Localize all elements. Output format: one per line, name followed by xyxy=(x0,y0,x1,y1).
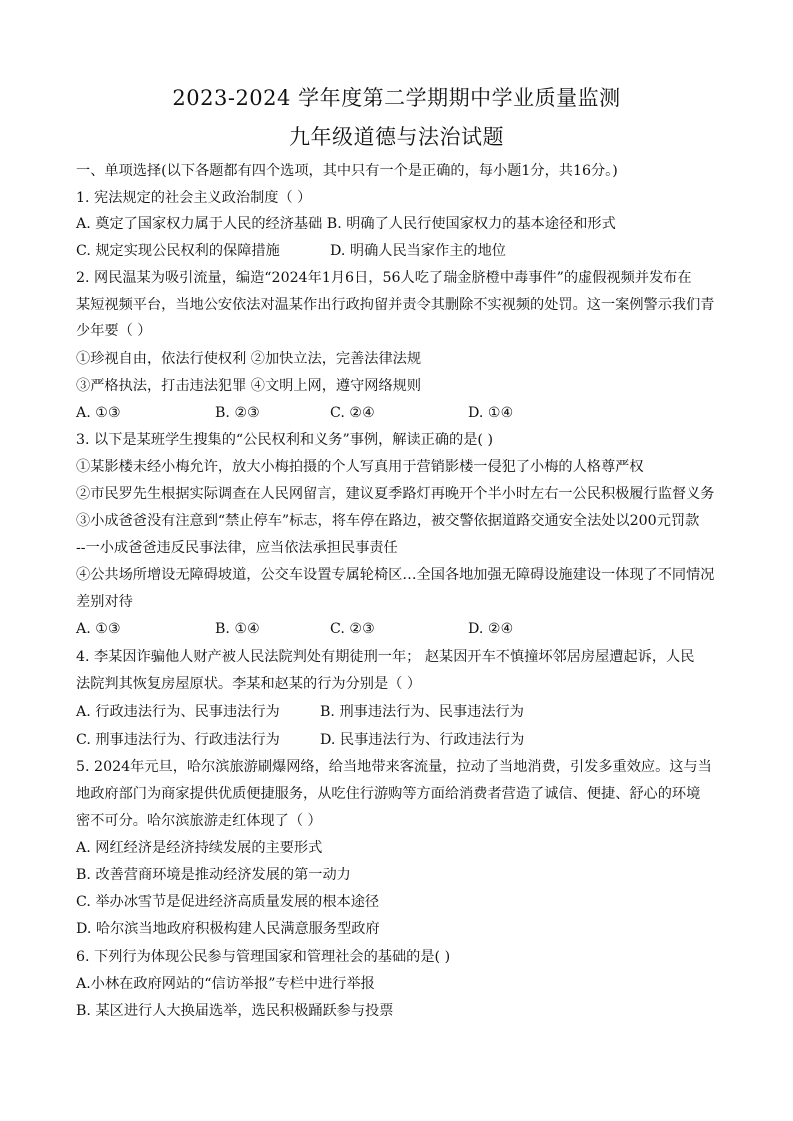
q1-options-ab: A. 奠定了国家权力属于人民的经济基础 B. 明确了人民行使国家权力的基本途径和形式 xyxy=(76,216,616,232)
q3-option-d: D. ②④ xyxy=(468,621,514,637)
q4-option-b: B. 刑事违法行为、民事违法行为 xyxy=(320,704,524,720)
q3-line: ②市民罗先生根据实际调查在人民网留言，建议夏季路灯再晚开个半小时左右一公民积极履行监督义务 xyxy=(76,486,715,502)
q6-option-a: A.小林在政府网站的“信访举报”专栏中进行举报 xyxy=(76,976,375,992)
q3-line: 3. 以下是某班学生搜集的“公民权利和义务”事例，解读正确的是( ) xyxy=(76,432,494,448)
q6-stem: 6. 下列行为体现公民参与管理国家和管理社会的基础的是( ) xyxy=(76,949,451,965)
q2-stem-line: 2. 网民温某为吸引流量，编造“2024年1月6日，56人吃了瑞金脐橙中毒事件”的虚假视频并发布在 xyxy=(76,270,692,286)
q4-stem-line: 法院判其恢复房屋原状。李某和赵某的行为分别是（ ） xyxy=(76,676,422,692)
q4-option-a: A. 行政违法行为、民事违法行为 xyxy=(76,704,280,720)
q5-option-d: D. 哈尔滨当地政府积极构建人民满意服务型政府 xyxy=(76,921,380,937)
exam-subtitle: 九年级道德与法治试题 xyxy=(289,125,504,149)
q6-option-b: B. 某区进行人大换届选举，选民积极踊跃参与投票 xyxy=(76,1003,394,1019)
q1-stem: 1. 宪法规定的社会主义政治制度（ ） xyxy=(76,190,312,206)
q3-option-c: C. ②③ xyxy=(330,621,375,637)
q5-stem-line: 地政府部门为商家提供优质便捷服务，从吃住行游购等方面给消费者营造了诚信、便捷、舒心的环境 xyxy=(76,786,701,802)
q4-option-c: C. 刑事违法行为、行政违法行为 xyxy=(76,732,280,748)
q5-stem-line: 密不可分。哈尔滨旅游走红体现了（ ） xyxy=(76,813,322,829)
q2-option-c: C. ②④ xyxy=(330,405,375,421)
q2-stem-line: 少年要（ ） xyxy=(76,323,152,339)
q5-option-b: B. 改善营商环境是推动经济发展的第一动力 xyxy=(76,867,351,883)
q2-items-line: ③严格执法，打击违法犯罪 ④文明上网，遵守网络规则 xyxy=(76,378,422,394)
q3-option-a: A. ①③ xyxy=(76,621,121,637)
q5-option-a: A. 网红经济是经济持续发展的主要形式 xyxy=(76,840,323,856)
q2-stem-line: 某短视频平台，当地公安依法对温某作出行政拘留并责令其删除不实视频的处罚。这一案例警示我们青 xyxy=(76,297,715,313)
q3-option-b: B. ①④ xyxy=(215,621,260,637)
q3-line: ④公共场所增设无障碍坡道，公交车设置专属轮椅区…全国各地加强无障碍设施建设一体现了不同情况 xyxy=(76,567,715,583)
q3-line: ③小成爸爸没有注意到“禁止停车”标志，将车停在路边，被交警依据道路交通安全法处以200元罚款 xyxy=(76,513,700,529)
q2-option-d: D. ①④ xyxy=(468,405,514,421)
exam-title: 2023-2024 学年度第二学期期中学业质量监测 xyxy=(172,86,621,110)
q5-option-c: C. 举办冰雪节是促进经济高质量发展的根本途径 xyxy=(76,894,380,910)
q3-line: ①某影楼未经小梅允许，放大小梅拍摄的个人写真用于营销影楼一侵犯了小梅的人格尊严权 xyxy=(76,459,644,475)
q3-line: --一小成爸爸违反民事法律，应当依法承担民事责任 xyxy=(76,540,398,556)
q3-line: 差别对待 xyxy=(76,594,133,610)
q2-items-line: ①珍视自由，依法行使权利 ②加快立法，完善法律法规 xyxy=(76,351,422,367)
q4-option-d: D. 民事违法行为、行政违法行为 xyxy=(320,732,525,748)
q4-stem-line: 4. 李某因诈骗他人财产被人民法院判处有期徒刑一年； 赵某因开车不慎撞坏邻居房屋遭起诉，人民 xyxy=(76,649,695,665)
section-heading: 一、单项选择(以下各题都有四个选项，其中只有一个是正确的，每小题1分，共16分。) xyxy=(76,163,618,179)
q1-option-c: C. 规定实现公民权利的保障措施 xyxy=(76,243,280,259)
q5-stem-line: 5. 2024年元旦，哈尔滨旅游刷爆网络，给当地带来客流量，拉动了当地消费，引发多重效应。这与当 xyxy=(76,759,712,775)
q2-option-a: A. ①③ xyxy=(76,405,121,421)
q2-option-b: B. ②③ xyxy=(215,405,260,421)
q1-option-d: D. 明确人民当家作主的地位 xyxy=(330,243,506,259)
